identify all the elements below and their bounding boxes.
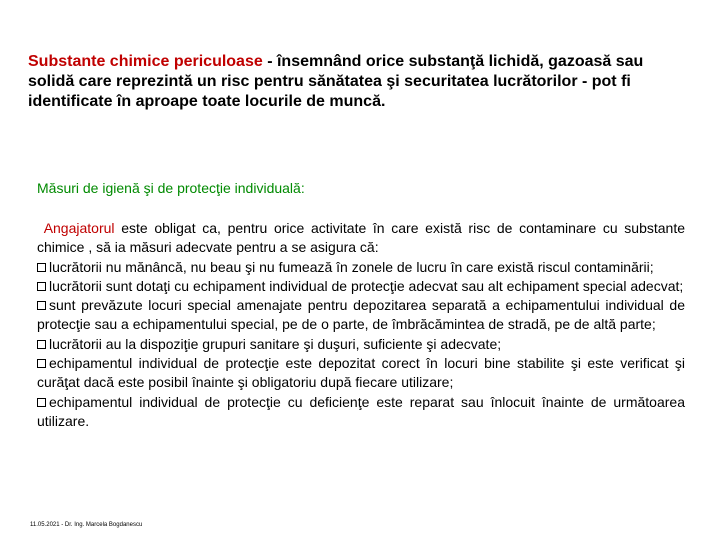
list-item-text: sunt prevăzute locuri special amenajate pentru depozitarea separată a echipamentului individual de protecţie sau a echipamentului special, pe de o parte, de îmbrăcămintea de stradă, pe de altă parte;: [37, 297, 685, 333]
checkbox-bullet-icon: [37, 359, 46, 368]
list-item-text: lucrătorii sunt dotaţi cu echipament individual de protecţie adecvat sau alt echipament special adecvat;: [49, 277, 684, 294]
list-item-text: echipamentul individual de protecţie este depozitat corect în locuri bine stabilite şi este verificat şi curăţat dacă este posibil înainte şi obligatoriu după fiecare utilizare;: [37, 355, 685, 391]
list-item: [37, 296, 685, 335]
list-item: [37, 354, 685, 393]
checkbox-bullet-icon: [37, 263, 46, 272]
intro-paragraph: [28, 52, 668, 112]
list-item: [37, 393, 685, 432]
list-item-text: echipamentul individual de protecţie cu deficienţe este reparat sau înlocuit înainte de următoarea utilizare.: [37, 393, 685, 429]
employer-term: Angajatorul: [43, 220, 115, 236]
checkbox-bullet-icon: [37, 398, 46, 407]
checkbox-bullet-icon: [37, 301, 46, 310]
list-item: [37, 335, 685, 354]
intro-definition: - însemnând orice substanţă lichidă, gazoasă sau solidă care reprezintă un risc pentru sănătatea şi securitatea lucrătorilor - pot fi identificate în aproape toate locurile de muncă.: [28, 53, 644, 110]
list-item-text: lucrătorii nu mănâncă, nu beau şi nu fumează în zonele de lucru în care există riscul contaminării;: [49, 258, 654, 275]
obligations-lead-paragraph: [37, 219, 685, 258]
slide-footer: 11.05.2021 - Dr. Ing. Marcela Bogdanescu: [30, 522, 143, 528]
section-heading: Măsuri de igienă şi de protecţie individuală:: [37, 180, 305, 196]
intro-term: Substante chimice periculoase: [28, 53, 263, 70]
list-item: [37, 277, 685, 296]
list-item-text: lucrătorii au la dispoziţie grupuri sanitare şi duşuri, suficiente şi adecvate;: [49, 335, 502, 352]
obligations-lead: este obligat ca, pentru orice activitate în care există risc de contaminare cu substante chimice , să ia măsuri adecvate pentru a se asigura că:: [37, 220, 685, 256]
checkbox-bullet-icon: [37, 282, 46, 291]
list-item: [37, 258, 685, 277]
obligations-block: [37, 219, 685, 431]
checkbox-bullet-icon: [37, 340, 46, 349]
